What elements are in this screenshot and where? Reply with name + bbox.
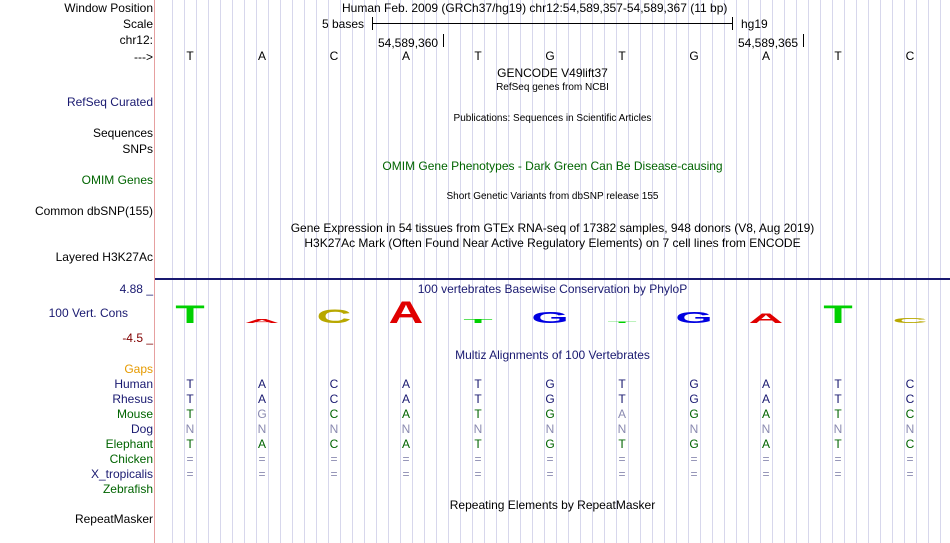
aligned-base: =: [474, 452, 482, 466]
coordinate-tick-1: 54,589,360: [378, 36, 439, 50]
logo-base: G: [675, 308, 713, 327]
publications-track-title[interactable]: Publications: Sequences in Scientific Articles: [453, 113, 652, 124]
aligned-base: =: [186, 452, 194, 466]
logo-base: T: [823, 300, 853, 327]
gencode-track-title[interactable]: GENCODE V49lift37: [497, 66, 608, 80]
reference-sequence: [0, 49, 950, 65]
aligned-base: N: [473, 422, 483, 436]
aligned-base: T: [618, 377, 626, 391]
strand-arrow-label: --->: [134, 50, 153, 64]
logo-base: G: [531, 308, 569, 327]
window-position-label: Window Position: [64, 1, 153, 15]
reference-base: T: [186, 49, 194, 63]
aligned-base: T: [186, 437, 194, 451]
logo-base: C: [892, 316, 928, 325]
aligned-base: =: [762, 452, 770, 466]
aligned-base: G: [545, 407, 555, 421]
aligned-base: A: [761, 392, 770, 406]
reference-base: A: [257, 49, 266, 63]
logo-base: C: [316, 305, 352, 327]
aligned-base: T: [834, 437, 842, 451]
repeatmasker-track-label[interactable]: RepeatMasker: [74, 512, 153, 526]
aligned-base: T: [474, 407, 482, 421]
species-label[interactable]: Rhesus: [112, 392, 153, 406]
aligned-base: N: [545, 422, 555, 436]
aligned-base: T: [186, 407, 194, 421]
aligned-base: A: [761, 407, 770, 421]
species-label[interactable]: X_tropicalis: [90, 467, 153, 481]
aligned-base: N: [689, 422, 699, 436]
aligned-base: G: [545, 392, 555, 406]
reference-base: T: [618, 49, 626, 63]
reference-base: A: [401, 49, 410, 63]
aligned-base: N: [617, 422, 627, 436]
aligned-base: =: [618, 452, 626, 466]
repeatmasker-track-title[interactable]: Repeating Elements by RepeatMasker: [449, 498, 656, 512]
aligned-base: A: [257, 437, 266, 451]
aligned-base: T: [618, 392, 626, 406]
conservation-max-value: 4.88 _: [119, 282, 153, 296]
aligned-base: T: [834, 392, 842, 406]
aligned-base: C: [329, 407, 339, 421]
aligned-base: =: [906, 467, 914, 481]
aligned-base: =: [258, 467, 266, 481]
reference-base: C: [329, 49, 339, 63]
aligned-base: =: [834, 452, 842, 466]
species-label[interactable]: Chicken: [109, 452, 153, 466]
aligned-base: A: [401, 437, 410, 451]
aligned-base: T: [474, 377, 482, 391]
logo-base: T: [607, 321, 637, 324]
aligned-base: G: [689, 407, 699, 421]
reference-base: G: [545, 49, 555, 63]
aligned-base: C: [329, 377, 339, 391]
aligned-base: C: [905, 392, 915, 406]
aligned-base: =: [258, 452, 266, 466]
aligned-base: G: [689, 392, 699, 406]
window-position-text: Human Feb. 2009 (GRCh37/hg19) chr12:54,589,357-54,589,367 (11 bp): [342, 1, 728, 15]
aligned-base: T: [834, 407, 842, 421]
dbsnp-track-title[interactable]: Short Genetic Variants from dbSNP release 155: [446, 191, 659, 202]
logo-base: A: [388, 297, 424, 327]
species-label[interactable]: Human: [114, 377, 153, 391]
scale-bar-left-tick: [372, 17, 373, 30]
aligned-base: C: [905, 407, 915, 421]
multiz-track-title[interactable]: Multiz Alignments of 100 Vertebrates: [455, 348, 650, 362]
coordinate-tick-2: 54,589,365: [738, 36, 799, 50]
refseq-track-subtitle[interactable]: RefSeq genes from NCBI: [496, 82, 609, 93]
scale-label: Scale: [122, 17, 153, 31]
aligned-base: =: [762, 467, 770, 481]
scale-bar: [372, 23, 733, 24]
reference-base: C: [905, 49, 915, 63]
chromosome-label: chr12:: [119, 33, 153, 47]
aligned-base: =: [906, 452, 914, 466]
coordinate-tick-1-mark: [443, 34, 444, 47]
aligned-base: =: [330, 452, 338, 466]
snps-label[interactable]: SNPs: [122, 142, 153, 156]
coordinate-tick-2-mark: [803, 34, 804, 47]
aligned-base: =: [546, 467, 554, 481]
aligned-base: A: [257, 392, 266, 406]
logo-base: T: [463, 318, 493, 325]
gtex-track-title[interactable]: Gene Expression in 54 tissues from GTEx RNA-seq of 17382 samples, 948 donors (V8, Aug 2019): [290, 221, 815, 235]
conservation-min-value: -4.5 _: [122, 331, 153, 345]
conservation-track-label[interactable]: 100 Vert. Cons: [48, 306, 128, 320]
aligned-base: T: [474, 392, 482, 406]
aligned-base: =: [186, 467, 194, 481]
sequences-label[interactable]: Sequences: [92, 126, 153, 140]
logo-base: A: [244, 318, 280, 325]
reference-base: A: [761, 49, 770, 63]
aligned-base: =: [474, 467, 482, 481]
species-label[interactable]: Mouse: [116, 407, 153, 421]
species-label[interactable]: Dog: [130, 422, 153, 436]
logo-base: T: [175, 300, 205, 327]
aligned-base: A: [761, 377, 770, 391]
track-separator: [155, 278, 950, 280]
aligned-base: T: [834, 377, 842, 391]
reference-base: T: [474, 49, 482, 63]
aligned-base: G: [545, 377, 555, 391]
conservation-track-title[interactable]: 100 vertebrates Basewise Conservation by PhyloP: [417, 282, 688, 296]
conservation-logo: [0, 297, 950, 327]
reference-base: G: [689, 49, 699, 63]
aligned-base: A: [401, 392, 410, 406]
aligned-base: N: [761, 422, 771, 436]
aligned-base: =: [690, 467, 698, 481]
aligned-base: A: [401, 407, 410, 421]
species-label[interactable]: Zebrafish: [102, 482, 153, 496]
aligned-base: T: [474, 437, 482, 451]
reference-base: T: [834, 49, 842, 63]
gaps-label[interactable]: Gaps: [124, 362, 153, 376]
dbsnp-track-label[interactable]: Common dbSNP(155): [34, 204, 153, 218]
species-label[interactable]: Elephant: [105, 437, 153, 451]
aligned-base: N: [257, 422, 267, 436]
h3k27ac-track-title[interactable]: H3K27Ac Mark (Often Found Near Active Regulatory Elements) on 7 cell lines from ENCODE: [304, 236, 801, 250]
aligned-base: A: [761, 437, 770, 451]
omim-track-title[interactable]: OMIM Gene Phenotypes - Dark Green Can Be Disease-causing: [382, 159, 723, 173]
aligned-base: N: [833, 422, 843, 436]
aligned-base: A: [617, 407, 626, 421]
aligned-base: =: [690, 452, 698, 466]
scale-bar-text: 5 bases: [322, 17, 365, 31]
aligned-base: C: [905, 377, 915, 391]
aligned-base: A: [257, 377, 266, 391]
aligned-base: =: [834, 467, 842, 481]
aligned-base: T: [618, 437, 626, 451]
aligned-base: =: [618, 467, 626, 481]
assembly-label: hg19: [741, 17, 768, 31]
aligned-base: =: [330, 467, 338, 481]
aligned-base: C: [329, 392, 339, 406]
logo-base: A: [748, 310, 784, 327]
aligned-base: N: [185, 422, 195, 436]
aligned-base: T: [186, 377, 194, 391]
h3k27ac-track-label[interactable]: Layered H3K27Ac: [55, 250, 153, 264]
aligned-base: =: [402, 467, 410, 481]
scale-bar-right-tick: [732, 17, 733, 30]
aligned-base: N: [401, 422, 411, 436]
aligned-base: T: [186, 392, 194, 406]
aligned-base: N: [905, 422, 915, 436]
aligned-base: A: [401, 377, 410, 391]
aligned-base: =: [546, 452, 554, 466]
aligned-base: G: [689, 377, 699, 391]
aligned-base: C: [905, 437, 915, 451]
aligned-base: G: [545, 437, 555, 451]
aligned-base: =: [402, 452, 410, 466]
aligned-base: G: [689, 437, 699, 451]
refseq-track-label[interactable]: RefSeq Curated: [66, 95, 153, 109]
aligned-base: G: [257, 407, 267, 421]
aligned-base: C: [329, 437, 339, 451]
aligned-base: N: [329, 422, 339, 436]
omim-track-label[interactable]: OMIM Genes: [81, 173, 153, 187]
